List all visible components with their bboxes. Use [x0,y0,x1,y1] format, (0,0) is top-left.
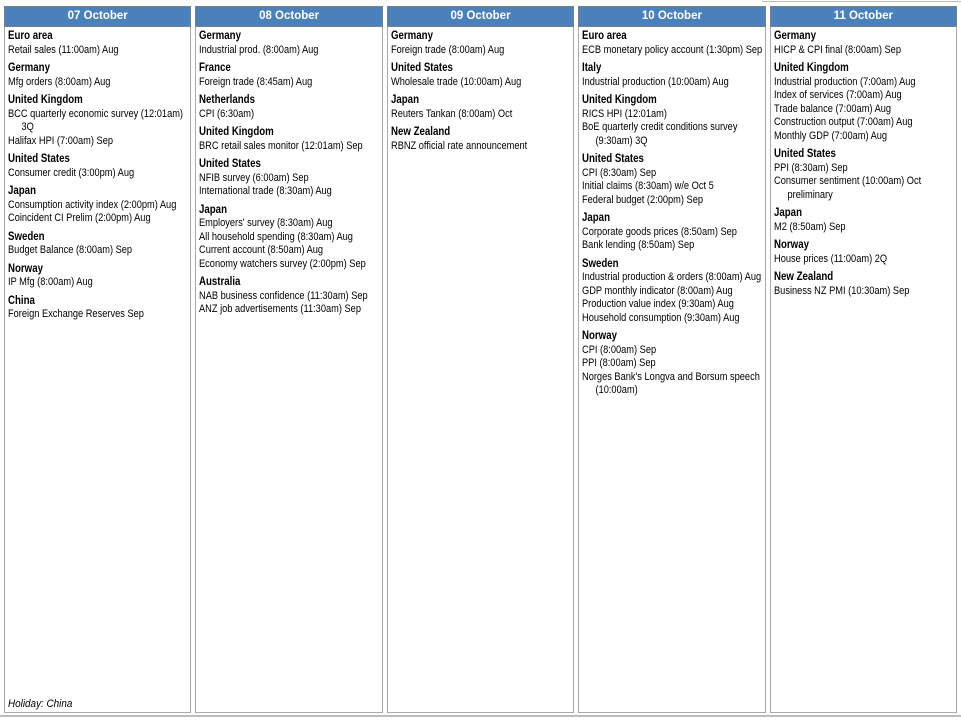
event-item: Consumption activity index (2:00pm) Aug [8,198,177,211]
event-item: Construction output (7:00am) Aug [773,116,913,128]
event-item: Consumer sentiment (10:00am) Oct preliminary [773,175,921,201]
event-item: BRC retail sales monitor (12:01am) Sep [199,139,364,152]
country-group [199,30,382,57]
country-name: New Zealand [390,126,451,138]
event-item: All household spending (8:30am) Aug [199,230,354,243]
day-header-label: 11 October [833,10,894,22]
country-group [8,231,191,258]
country-group [199,276,382,317]
bottom-rule [0,715,961,717]
country-name: Japan [390,94,419,106]
country-group [582,153,765,207]
country-group [774,62,957,143]
country-group [391,30,574,57]
country-name: Japan [582,212,611,224]
holiday-footnote: Holiday: China [8,698,73,710]
country-group [582,212,765,253]
day-column [770,6,957,713]
country-name: Germany [199,30,242,42]
country-name: Japan [773,207,802,219]
country-name: Germany [773,30,816,42]
country-name: Norway [773,239,809,251]
country-name: Euro area [582,30,627,42]
event-item: Index of services (7:00am) Aug [773,89,902,101]
event-item: Business NZ PMI (10:30am) Sep [773,284,910,297]
event-item: Industrial production (7:00am) Aug [773,75,916,88]
country-group [8,263,191,290]
country-name: United States [390,62,453,74]
country-group [582,62,765,89]
event-item: Production value index (9:30am) Aug [582,298,735,310]
top-right-rule [762,1,961,2]
country-name: Italy [582,62,602,74]
day-events-cell [387,27,574,713]
event-item: BCC quarterly economic survey (12:01am) 3Q [8,107,184,133]
event-item: PPI (8:30am) Sep [773,161,848,174]
country-group [8,30,191,57]
event-item: Wholesale trade (10:00am) Aug [390,75,522,88]
event-item: Bank lending (8:50am) Sep [582,239,695,251]
day-header [387,6,574,27]
country-group [199,204,382,272]
day-header-label: 09 October [450,10,511,22]
country-name: Germany [8,62,50,74]
event-item: Federal budget (2:00pm) Sep [582,193,704,206]
economic-calendar [4,6,957,713]
country-group [8,185,191,226]
event-item: Trade balance (7:00am) Aug [773,102,891,115]
country-name: Germany [390,30,433,42]
event-item: Industrial production (10:00am) Aug [582,75,729,88]
event-item: Coincident CI Prelim (2:00pm) Aug [8,212,151,224]
country-name: China [8,294,35,307]
country-group [582,330,765,398]
event-item: IP Mfg (8:00am) Aug [8,276,93,288]
day-events-list [582,30,765,398]
event-item: BoE quarterly credit conditions survey (9:30am) 3Q [582,121,738,147]
event-item: Mfg orders (8:00am) Aug [8,75,111,88]
event-item: Reuters Tankan (8:00am) Oct [390,107,513,120]
country-group [8,62,191,89]
country-group [199,126,382,153]
event-item: CPI (8:30am) Sep [582,166,657,179]
country-name: New Zealand [773,271,833,283]
country-group [582,258,765,326]
event-item: Industrial production & orders (8:00am) Aug [582,271,762,283]
day-column [4,6,191,713]
day-header-label: 10 October [641,10,702,22]
event-item: RICS HPI (12:01am) [582,107,668,120]
country-name: Australia [199,276,241,288]
event-item: CPI (8:00am) Sep [582,343,657,356]
event-item: Retail sales (11:00am) Aug [8,43,119,56]
event-item: International trade (8:30am) Aug [199,185,333,197]
country-name: United States [199,158,262,170]
country-name: United Kingdom [582,94,657,106]
event-item: NFIB survey (6:00am) Sep [199,171,310,184]
event-item: Initial claims (8:30am) w/e Oct 5 [582,180,714,192]
country-name: United Kingdom [773,62,849,74]
day-events-cell [4,27,191,713]
event-item: Monthly GDP (7:00am) Aug [773,129,887,142]
country-name: Sweden [8,230,45,243]
day-header [4,6,191,27]
country-name: Sweden [582,257,619,270]
event-item: HICP & CPI final (8:00am) Sep [773,43,901,56]
country-name: Japan [199,203,228,216]
day-column [195,6,382,713]
country-name: Netherlands [199,94,256,106]
event-item: ANZ job advertisements (11:30am) Sep [199,303,362,315]
country-name: United States [773,148,836,160]
event-item: Halifax HPI (7:00am) Sep [8,134,114,147]
event-item: Economy watchers survey (2:00pm) Sep [199,257,367,270]
event-item: Current account (8:50am) Aug [199,244,324,256]
country-name: Japan [8,185,36,197]
country-group [774,30,957,57]
event-item: CPI (6:30am) [199,107,255,120]
country-group [8,94,191,148]
country-group [199,158,382,199]
event-item: Consumer credit (3:00pm) Aug [8,166,135,179]
country-name: France [199,62,232,74]
country-group [199,62,382,89]
day-events-cell [770,27,957,713]
country-group [199,94,382,121]
event-item: Corporate goods prices (8:50am) Sep [582,225,738,238]
day-header [578,6,765,27]
event-item: NAB business confidence (11:30am) Sep [199,289,369,302]
event-item: Household consumption (9:30am) Aug [582,311,740,324]
country-group [582,30,765,57]
day-events-list [391,30,574,153]
event-item: ECB monetary policy account (1:30pm) Sep [582,43,763,56]
day-header [195,6,382,27]
event-item: Foreign Exchange Reserves Sep [8,308,144,320]
event-item: RBNZ official rate announcement [390,139,528,152]
country-name: Norway [8,262,43,275]
country-name: United Kingdom [199,126,275,138]
country-group [582,94,765,148]
day-events-cell [578,27,765,713]
day-column [578,6,765,713]
day-events-list [199,30,382,317]
day-events-list [774,30,957,298]
day-header-label: 08 October [259,10,320,22]
event-item: Norges Bank's Longva and Borsum speech (10:00am) [582,370,761,396]
event-item: Employers' survey (8:30am) Aug [199,217,333,229]
country-group [774,271,957,298]
day-header [770,6,957,27]
event-item: Industrial prod. (8:00am) Aug [199,43,319,56]
country-group [774,148,957,202]
event-item: Foreign trade (8:00am) Aug [390,43,505,56]
event-item: House prices (11:00am) 2Q [773,252,887,265]
country-name: United States [8,153,70,165]
day-header-label: 07 October [67,10,128,22]
country-name: United Kingdom [8,94,83,106]
day-events-list [8,30,191,322]
event-item: GDP monthly indicator (8:00am) Aug [582,284,733,297]
country-group [774,207,957,234]
country-group [391,126,574,153]
country-name: United States [582,153,645,165]
country-group [8,153,191,180]
country-name: Euro area [8,30,53,42]
event-item: PPI (8:00am) Sep [582,357,656,369]
day-events-cell [195,27,382,713]
event-item: Foreign trade (8:45am) Aug [199,75,313,88]
event-item: M2 (8:50am) Sep [773,220,846,233]
country-group [391,62,574,89]
country-group [774,239,957,266]
country-group [391,94,574,121]
day-column [387,6,574,713]
country-group [8,295,191,322]
event-item: Budget Balance (8:00am) Sep [8,244,133,256]
country-name: Norway [582,330,618,342]
